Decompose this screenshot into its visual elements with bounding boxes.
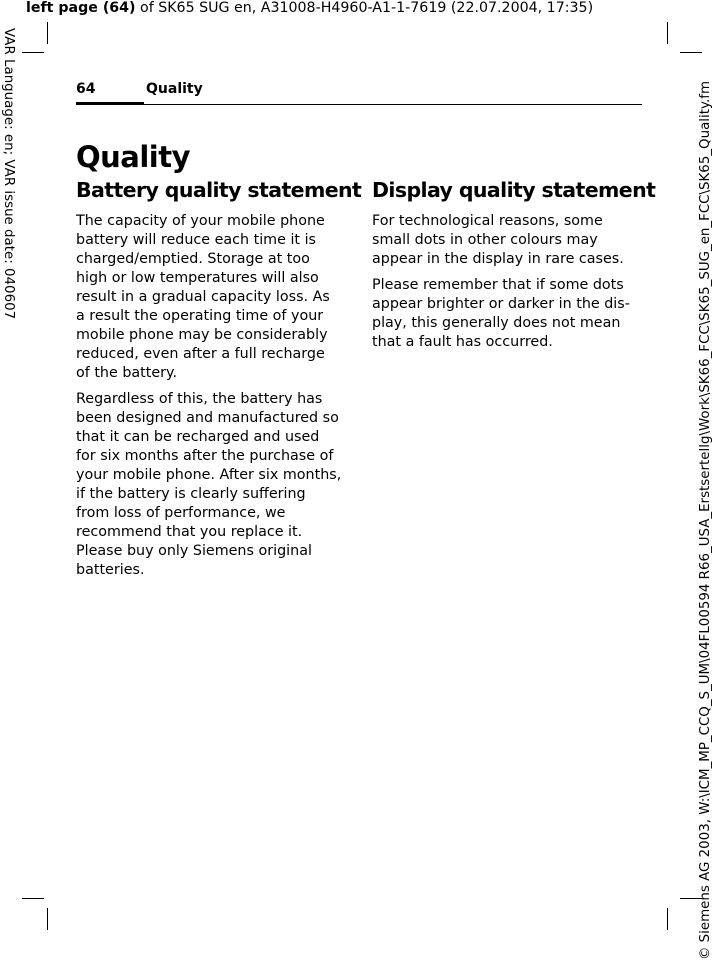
crop-mark — [667, 908, 668, 930]
page-title: Quality — [76, 140, 191, 175]
print-metadata-text: of SK65 SUG en, A31008-H4960-A1-1-7619 (22.07.2004, 17:35) — [135, 0, 594, 16]
header-rule — [144, 104, 642, 105]
paragraph: The capacity of your mobile phone battery will reduce each time it is charged/emptied. Storage at too high or low temperatures will also result in a gradual capacity loss. As a result the operating time of your mobile phone may be considerably reduced, even after a full recharge of the battery. — [76, 213, 330, 381]
print-metadata-line — [26, 0, 593, 16]
paragraph: Regardless of this, the battery has been designed and manufactured so that it can be recharged and used for six months after the purchase of your mobile phone. After six months, if the battery is clearly suffering from loss of performance, we recommend that you replace it. Please buy only Siemens original batteries. — [76, 391, 342, 578]
running-header-section: Quality — [146, 81, 203, 97]
crop-mark — [47, 908, 48, 930]
crop-mark — [22, 898, 44, 899]
crop-mark — [667, 22, 668, 44]
header-rule-thick — [76, 102, 144, 105]
file-path-note: © Siemens AG 2003, W:\ICM_MP_CCQ_S_UM\04FL00594 R66_USA_Erstsertellg\Work\SK66_FCC\SK65_SUG_en_FCC\SK65_Quality.fm — [698, 81, 713, 960]
crop-mark — [22, 52, 44, 53]
left-margin-note — [0, 28, 16, 388]
battery-quality-section — [76, 174, 362, 587]
crop-mark — [47, 22, 48, 44]
language-issue-note: VAR Language: en; VAR issue date: 040607 — [1, 28, 16, 320]
display-quality-section — [372, 174, 656, 359]
right-margin-note — [697, 0, 715, 960]
paragraph: Please remember that if some dots appear brighter or darker in the dis-play, this generally does not mean that a fault has occurred. — [372, 277, 630, 350]
page-number: 64 — [76, 81, 96, 97]
section-heading: Display quality statement — [372, 178, 656, 202]
print-page-label: left page (64) — [26, 0, 136, 16]
section-heading: Battery quality statement — [76, 178, 362, 202]
paragraph: For technological reasons, some small dots in other colours may appear in the display in rare cases. — [372, 213, 624, 267]
running-header — [76, 80, 642, 106]
